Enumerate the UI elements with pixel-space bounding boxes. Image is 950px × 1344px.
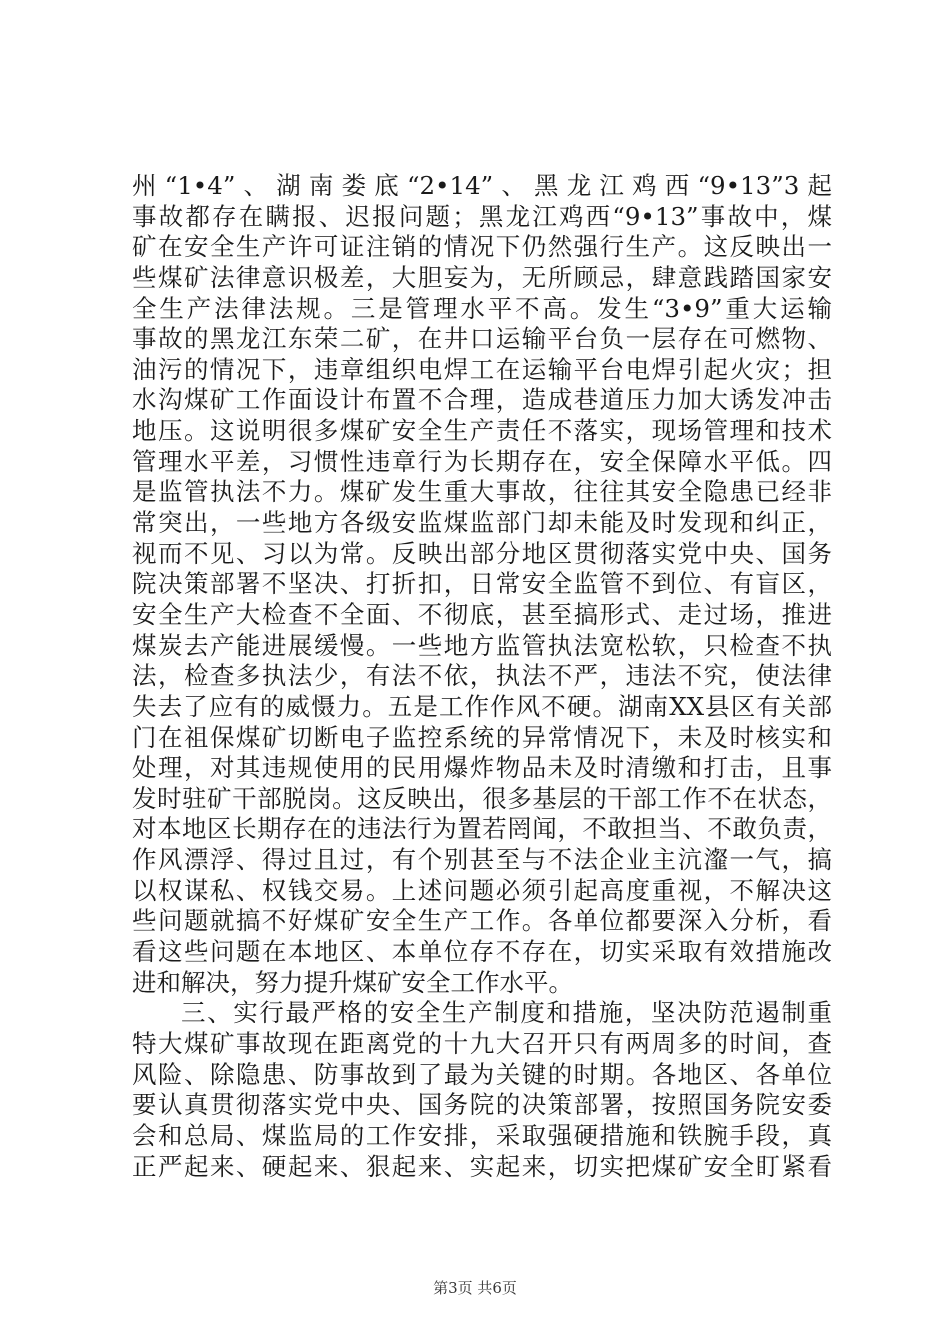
text-line: 院决策部署不坚决、打折扣，日常安全监管不到位、有盲区，	[132, 569, 832, 599]
text-line: 特大煤矿事故现在距离党的十九大召开只有两周多的时间，查	[132, 1028, 832, 1058]
text-line: 进和解决，努力提升煤矿安全工作水平。	[132, 967, 573, 997]
text-line: 门在祖保煤矿切断电子监控系统的异常情况下，未及时核实和	[132, 722, 832, 752]
text-line: 要认真贯彻落实党中央、国务院的决策部署，按照国务院安委	[132, 1090, 832, 1120]
text-line: 正严起来、硬起来、狠起来、实起来，切实把煤矿安全盯紧看	[132, 1151, 832, 1181]
text-line: 是监管执法不力。煤矿发生重大事故，往往其安全隐患已经非	[132, 477, 832, 507]
text-line: 失去了应有的威慑力。五是工作作风不硬。湖南XX县区有关部	[132, 691, 832, 721]
body-text	[132, 171, 832, 1182]
text-line: 三、实行最严格的安全生产制度和措施，坚决防范遏制重	[181, 998, 832, 1028]
text-line: 煤炭去产能进展缓慢。一些地方监管执法宽松软，只检查不执	[132, 630, 832, 660]
text-line: 安全生产大检查不全面、不彻底，甚至搞形式、走过场，推进	[132, 599, 832, 629]
text-line: 管理水平差，习惯性违章行为长期存在，安全保障水平低。四	[132, 446, 832, 476]
text-line: 处理，对其违规使用的民用爆炸物品未及时清缴和打击，且事	[132, 753, 832, 783]
text-line: 事故都存在瞒报、迟报问题；黑龙江鸡西“9•13”事故中，煤	[132, 201, 832, 231]
text-line: 州“1•4”、湖南娄底“2•14”、黑龙江鸡西“9•13”3起	[132, 171, 832, 200]
text-line: 发时驻矿干部脱岗。这反映出，很多基层的干部工作不在状态，	[132, 783, 832, 813]
text-line: 全生产法律法规。三是管理水平不高。发生“3•9”重大运输	[132, 293, 832, 323]
text-line: 风险、除隐患、防事故到了最为关键的时期。各地区、各单位	[132, 1059, 832, 1089]
text-line: 地压。这说明很多煤矿安全生产责任不落实，现场管理和技术	[132, 416, 832, 446]
text-line: 常突出，一些地方各级安监煤监部门却未能及时发现和纠正，	[132, 508, 832, 538]
text-line: 看这些问题在本地区、本单位存不存在，切实采取有效措施改	[132, 937, 832, 967]
text-line: 些煤矿法律意识极差，大胆妄为，无所顾忌，肆意践踏国家安	[132, 262, 832, 292]
text-line: 以权谋私、权钱交易。上述问题必须引起高度重视，不解决这	[132, 875, 832, 905]
text-line: 事故的黑龙江东荣二矿，在井口运输平台负一层存在可燃物、	[132, 324, 832, 354]
text-line: 会和总局、煤监局的工作安排，采取强硬措施和铁腕手段，真	[132, 1120, 832, 1150]
text-line: 视而不见、习以为常。反映出部分地区贯彻落实党中央、国务	[132, 538, 832, 568]
text-line: 法，检查多执法少，有法不依，执法不严，违法不究，使法律	[132, 661, 832, 691]
text-line: 作风漂浮、得过且过，有个别甚至与不法企业主沆瀣一气，搞	[132, 845, 832, 875]
text-line: 矿在安全生产许可证注销的情况下仍然强行生产。这反映出一	[132, 232, 832, 262]
text-line: 对本地区长期存在的违法行为置若罔闻，不敢担当、不敢负责，	[132, 814, 832, 844]
page-footer: 第3页 共6页	[433, 1279, 517, 1297]
text-line: 油污的情况下，违章组织电焊工在运输平台电焊引起火灾；担	[132, 354, 832, 384]
text-line: 些问题就搞不好煤矿安全生产工作。各单位都要深入分析，看	[132, 906, 832, 936]
text-line: 水沟煤矿工作面设计布置不合理，造成巷道压力加大诱发冲击	[132, 385, 832, 415]
